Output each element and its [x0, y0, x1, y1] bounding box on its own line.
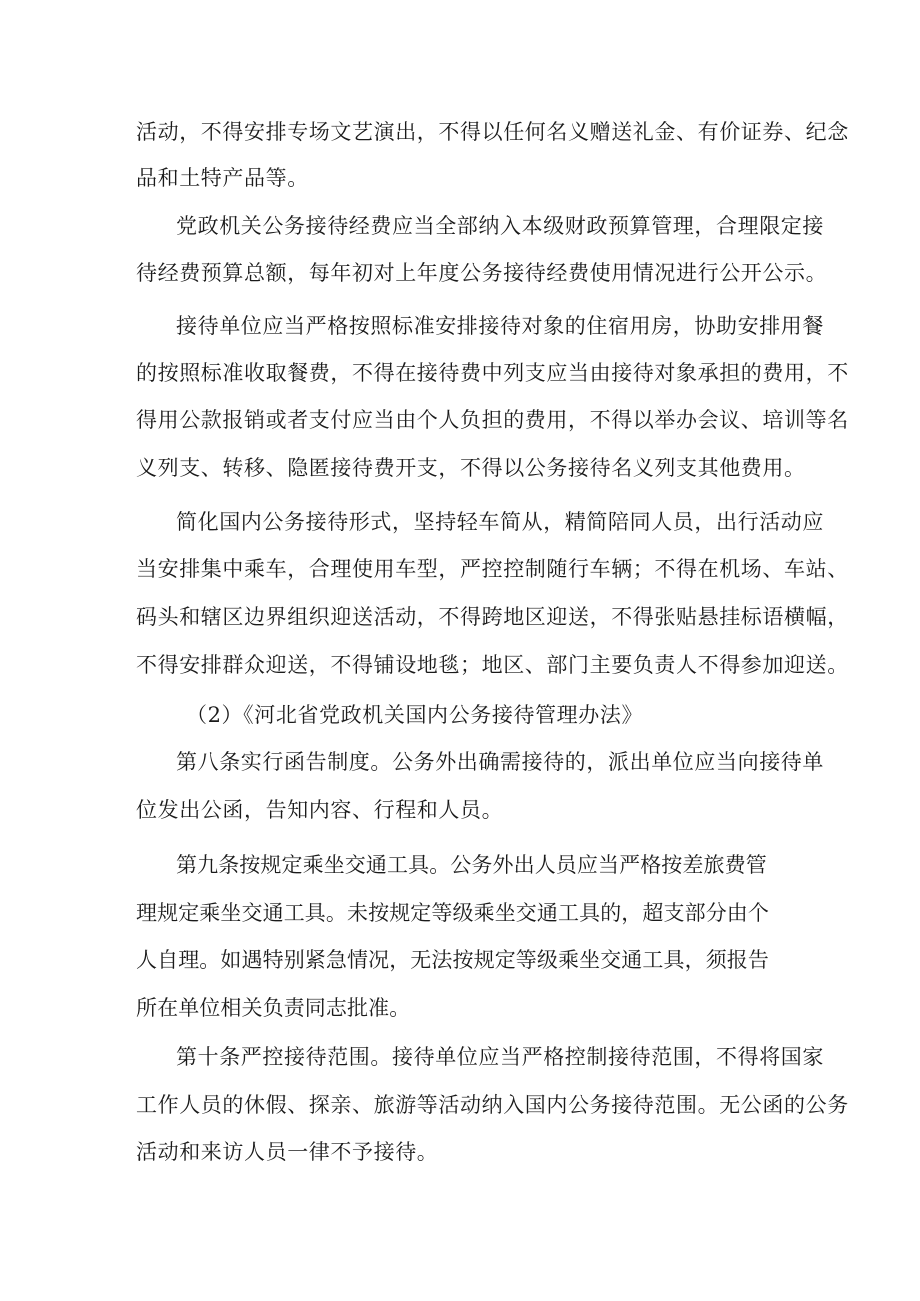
text-line: 简化国内公务接待形式，坚持轻车简从，精简陪同人员，出行活动应 [176, 510, 824, 534]
text-line: 的按照标准收取餐费，不得在接待费中列支应当由接待对象承担的费用，不 [136, 361, 849, 385]
text-line: 第十条严控接待范围。接待单位应当严格控制接待范围，不得将国家 [176, 1045, 824, 1069]
text-line: 活动，不得安排专场文艺演出，不得以任何名义赠送礼金、有价证券、纪念 [136, 120, 849, 144]
text-line: 义列支、转移、隐匿接待费开支，不得以公务接待名义列支其他费用。 [136, 456, 806, 480]
text-line: 待经费预算总额，每年初对上年度公务接待经费使用情况进行公开公示。 [136, 261, 828, 285]
text-line: 理规定乘坐交通工具。未按规定等级乘坐交通工具的，超支部分由个 [136, 901, 769, 925]
text-line: 人自理。如遇特别紧急情况，无法按规定等级乘坐交通工具，须报告 [136, 948, 769, 972]
text-line: 活动和来访人员一律不予接待。 [136, 1140, 439, 1164]
text-line: 党政机关公务接待经费应当全部纳入本级财政预算管理，合理限定接 [176, 214, 824, 238]
text-line: 不得安排群众迎送，不得铺设地毯；地区、部门主要负责人不得参加迎送。 [136, 653, 849, 677]
text-line: 位发出公函，告知内容、行程和人员。 [136, 798, 504, 822]
text-line: 第九条按规定乘坐交通工具。公务外出人员应当严格按差旅费管 [176, 853, 767, 877]
text-line: 所在单位相关负责同志批准。 [136, 996, 411, 1020]
text-line: 得用公款报销或者支付应当由个人负担的费用，不得以举办会议、培训等名 [136, 408, 849, 432]
text-line: 码头和辖区边界组织迎送活动，不得跨地区迎送，不得张贴悬挂标语横幅， [136, 605, 849, 629]
text-line: 品和土特产品等。 [136, 166, 309, 190]
section-heading: （2）《河北省党政机关国内公务接待管理办法》 [186, 703, 644, 727]
text-line: 工作人员的休假、探亲、旅游等活动纳入国内公务接待范围。无公函的公务 [136, 1093, 849, 1117]
text-line: 第八条实行函告制度。公务外出确需接待的，派出单位应当向接待单 [176, 750, 824, 774]
text-line: 当安排集中乘车，合理使用车型，严控控制随行车辆；不得在机场、车站、 [136, 557, 849, 581]
text-line: 接待单位应当严格按照标准安排接待对象的住宿用房，协助安排用餐 [176, 314, 824, 338]
